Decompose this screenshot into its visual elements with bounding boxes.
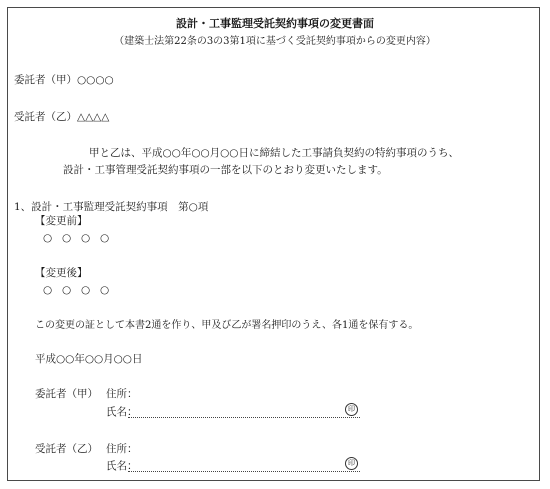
document-subtitle: （建築士法第22条の3の3第1項に基づく受託契約事項からの変更内容） (114, 36, 436, 47)
after-circles (43, 283, 119, 297)
before-circle-4: ○ (100, 232, 110, 244)
sign-b-seal-mark: 印 (345, 457, 358, 470)
before-circle-2: ○ (62, 232, 72, 244)
document-title: 設計・工事監理受託契約事項の変更書面 (176, 17, 374, 30)
after-circle-4: ○ (100, 284, 110, 296)
before-circle-1: ○ (43, 232, 53, 244)
after-circle-1: ○ (43, 284, 53, 296)
certification-text: この変更の証として本書2通を作り、甲及び乙が署名押印のうえ、各1通を保有する。 (35, 320, 419, 331)
sign-b-address-label: 住所： (106, 443, 138, 455)
intro-line-1: 甲と乙は、平成○○年○○月○○日に締結した工事請負契約の特約事項のうち、 (89, 147, 459, 159)
sign-b-name-line (128, 471, 360, 472)
before-circle-3: ○ (81, 232, 91, 244)
sign-a-name-label: 氏名： (106, 406, 138, 418)
after-label: 【変更後】 (35, 267, 88, 279)
document-date: 平成○○年○○月○○日 (35, 353, 143, 365)
intro-line-2: 設計・工事管理受託契約事項の一部を以下のとおり変更いたします。 (63, 164, 388, 176)
party-b-line: 受託者（乙）△△△△ (14, 111, 110, 123)
party-a-line: 委託者（甲）○○○○ (14, 74, 114, 86)
sign-a-role: 委託者（甲） (35, 388, 98, 400)
after-circle-3: ○ (81, 284, 91, 296)
after-circle-2: ○ (62, 284, 72, 296)
section-heading: 1、設計・工事監理受託契約事項 第○項 (14, 201, 209, 213)
sign-a-name-line (128, 417, 360, 418)
sign-a-seal-mark: 印 (345, 403, 358, 416)
before-circles (43, 231, 119, 245)
sign-b-name-label: 氏名： (106, 460, 138, 472)
sign-b-role: 受託者（乙） (35, 443, 98, 455)
sign-a-address-label: 住所： (106, 388, 138, 400)
before-label: 【変更前】 (35, 215, 88, 227)
